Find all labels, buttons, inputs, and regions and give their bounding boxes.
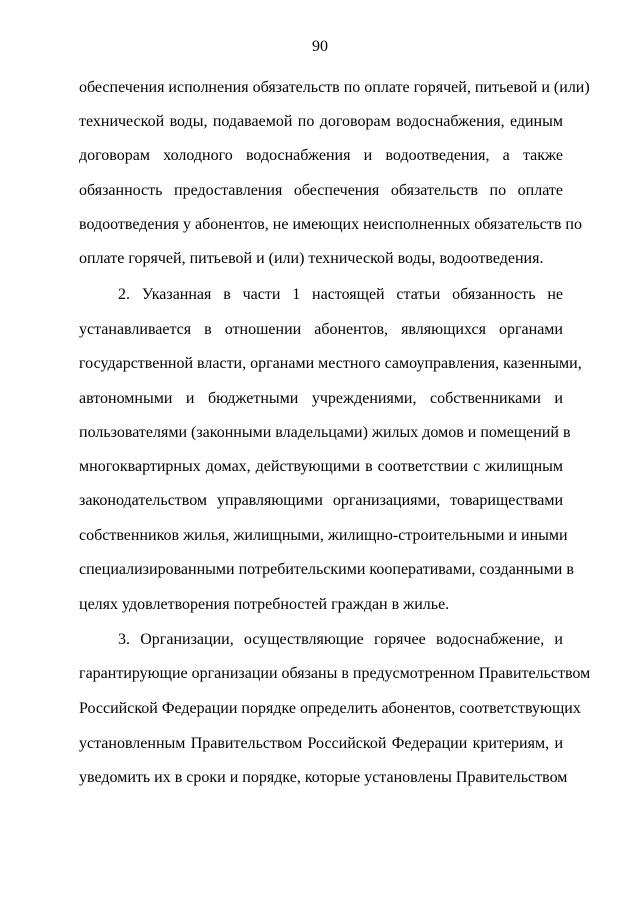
text-line: оплате горячей, питьевой и (или) технической воды, водоотведения. xyxy=(79,250,544,267)
text-line: водоотведения у абонентов, не имеющих неисполненных обязательств по xyxy=(79,216,582,233)
text-line: специализированными потребительскими кооперативами, созданными в xyxy=(79,561,574,578)
text-line: собственников жилья, жилищными, жилищно-строительными и иными xyxy=(79,527,568,544)
text-line: обеспечения исполнения обязательств по оплате горячей, питьевой и (или) xyxy=(79,79,590,96)
page-number: 90 xyxy=(312,38,328,55)
text-line: договорам холодного водоснабжения и водоотведения, а также xyxy=(79,147,563,164)
paragraph-start-line: 3. Организации, осуществляющие горячее водоснабжение, и xyxy=(118,631,563,648)
text-line: Российской Федерации порядке определить абонентов, соответствующих xyxy=(79,700,581,717)
text-line: многоквартирных домах, действующими в соответствии с жилищным xyxy=(79,458,563,475)
text-line: целях удовлетворения потребностей граждан в жилье. xyxy=(79,596,450,613)
text-line: устанавливается в отношении абонентов, являющихся органами xyxy=(79,321,563,338)
text-line: гарантирующие организации обязаны в предусмотренном Правительством xyxy=(79,665,591,682)
text-line: установленным Правительством Российской Федерации критериям, и xyxy=(79,735,563,752)
text-line: автономными и бюджетными учреждениями, собственниками и xyxy=(79,390,563,407)
text-line: обязанность предоставления обеспечения обязательств по оплате xyxy=(79,182,563,199)
paragraph-start-line: 2. Указанная в части 1 настоящей статьи обязанность не xyxy=(118,286,563,303)
text-line: пользователями (законными владельцами) жилых домов и помещений в xyxy=(79,424,571,441)
text-line: законодательством управляющими организациями, товариществами xyxy=(79,492,563,509)
text-line: уведомить их в сроки и порядке, которые установлены Правительством xyxy=(79,769,568,786)
text-line: государственной власти, органами местного самоуправления, казенными, xyxy=(79,355,582,372)
text-line: технической воды, подаваемой по договорам водоснабжения, единым xyxy=(79,113,563,130)
